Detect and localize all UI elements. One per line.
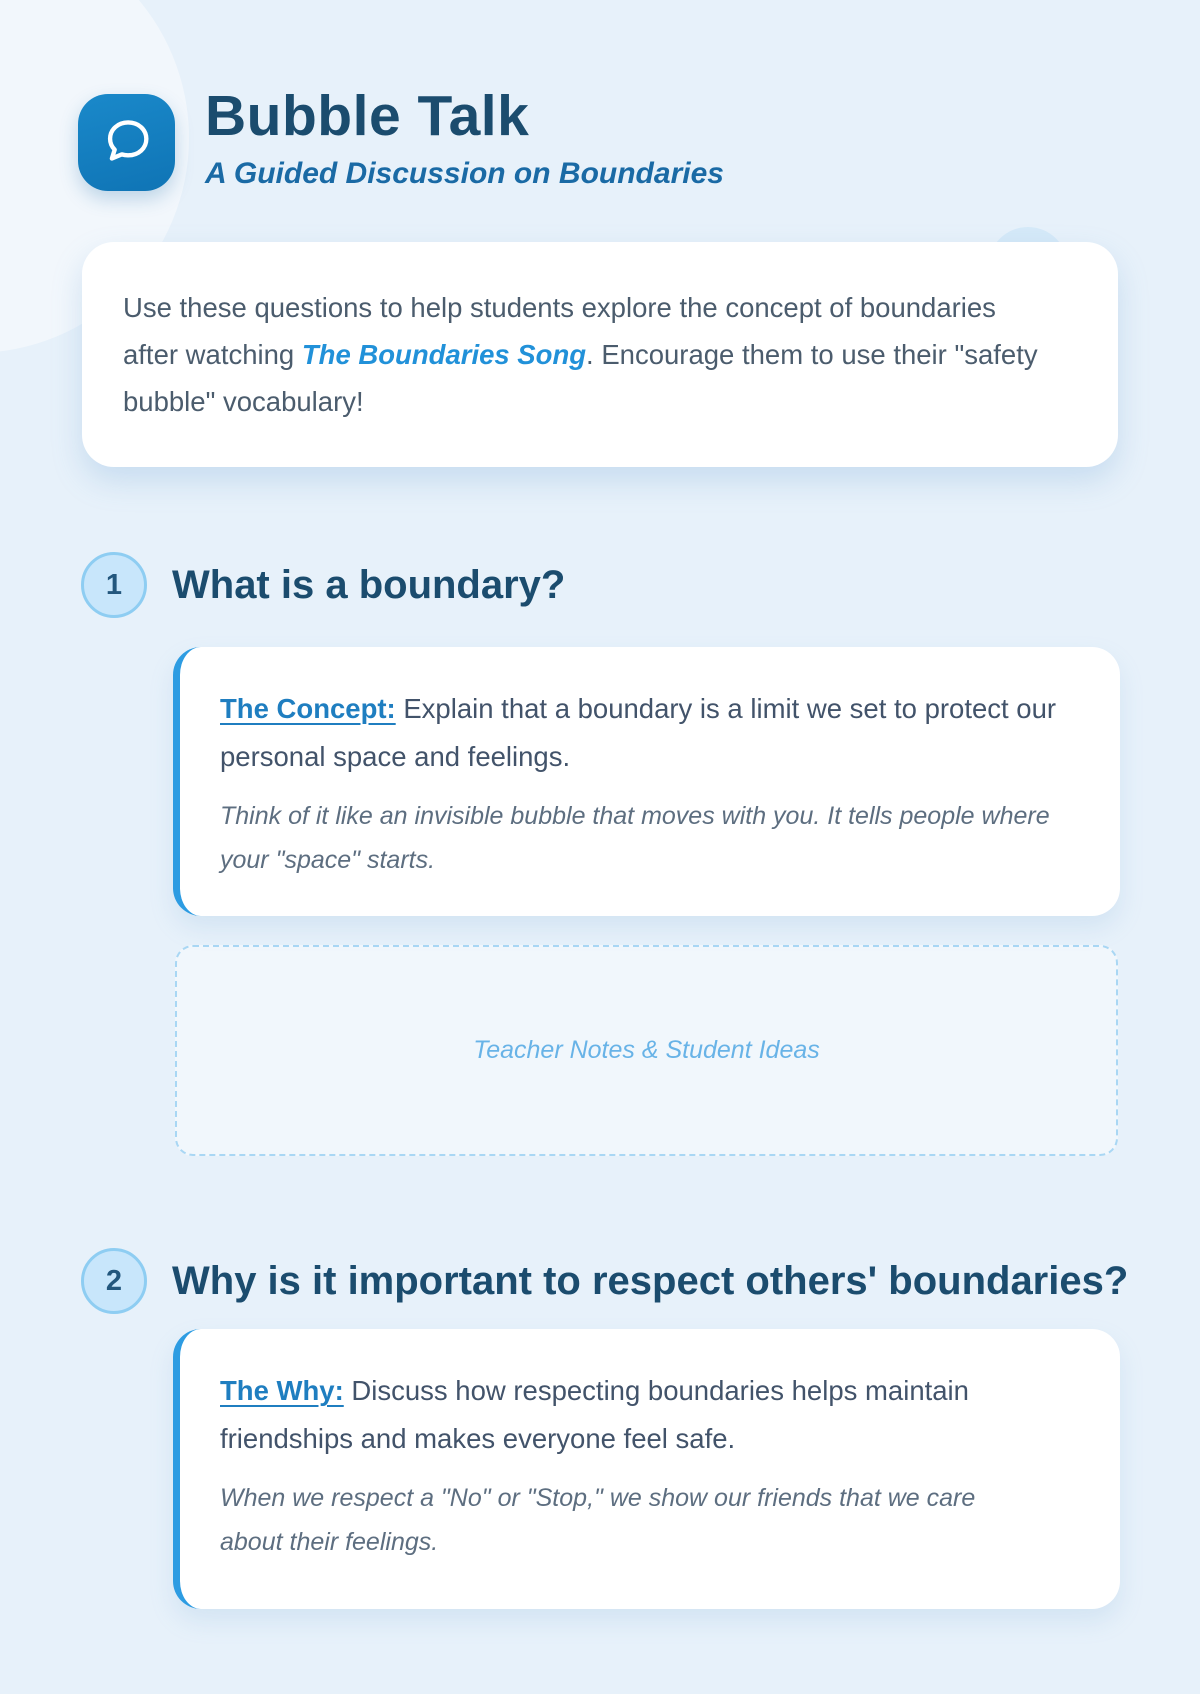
question-1-number-badge: 1 [81, 552, 147, 618]
why-label: The Why: [220, 1375, 344, 1406]
concept-label: The Concept: [220, 693, 396, 724]
question-1-card [173, 647, 1120, 916]
page-title: Bubble Talk [205, 84, 530, 148]
why-note: When we respect a "No" or "Stop," we show our friends that we care about their feelings. [220, 1484, 976, 1556]
app-logo [78, 94, 175, 191]
intro-text-after: . Encourage them to use their "safety bubble" vocabulary! [123, 339, 1038, 417]
intro-text-before: Use these questions to help students explore the concept of boundaries after watching [123, 292, 996, 370]
why-text: Discuss how respecting boundaries helps maintain friendships and makes everyone feel safe. [220, 1375, 969, 1454]
concept-note: Think of it like an invisible bubble that moves with you. It tells people where your "space" starts. [220, 802, 1050, 874]
concept-text: Explain that a boundary is a limit we set to protect our personal space and feelings. [220, 693, 1057, 772]
header [78, 84, 1200, 191]
question-2-card [173, 1329, 1120, 1609]
question-2-row [81, 1248, 1200, 1314]
question-2-number-badge: 2 [81, 1248, 147, 1314]
boundaries-song-link[interactable]: The Boundaries Song [301, 339, 587, 370]
intro-card [82, 242, 1118, 467]
chat-bubble-icon [98, 111, 156, 174]
teacher-notes-placeholder: Teacher Notes & Student Ideas [473, 1036, 820, 1064]
question-2-title: Why is it important to respect others' boundaries? [172, 1259, 1129, 1303]
teacher-notes-area[interactable] [175, 945, 1118, 1156]
question-1-title: What is a boundary? [172, 563, 566, 607]
page-subtitle: A Guided Discussion on Boundaries [205, 157, 724, 190]
question-1-row [81, 552, 1200, 618]
